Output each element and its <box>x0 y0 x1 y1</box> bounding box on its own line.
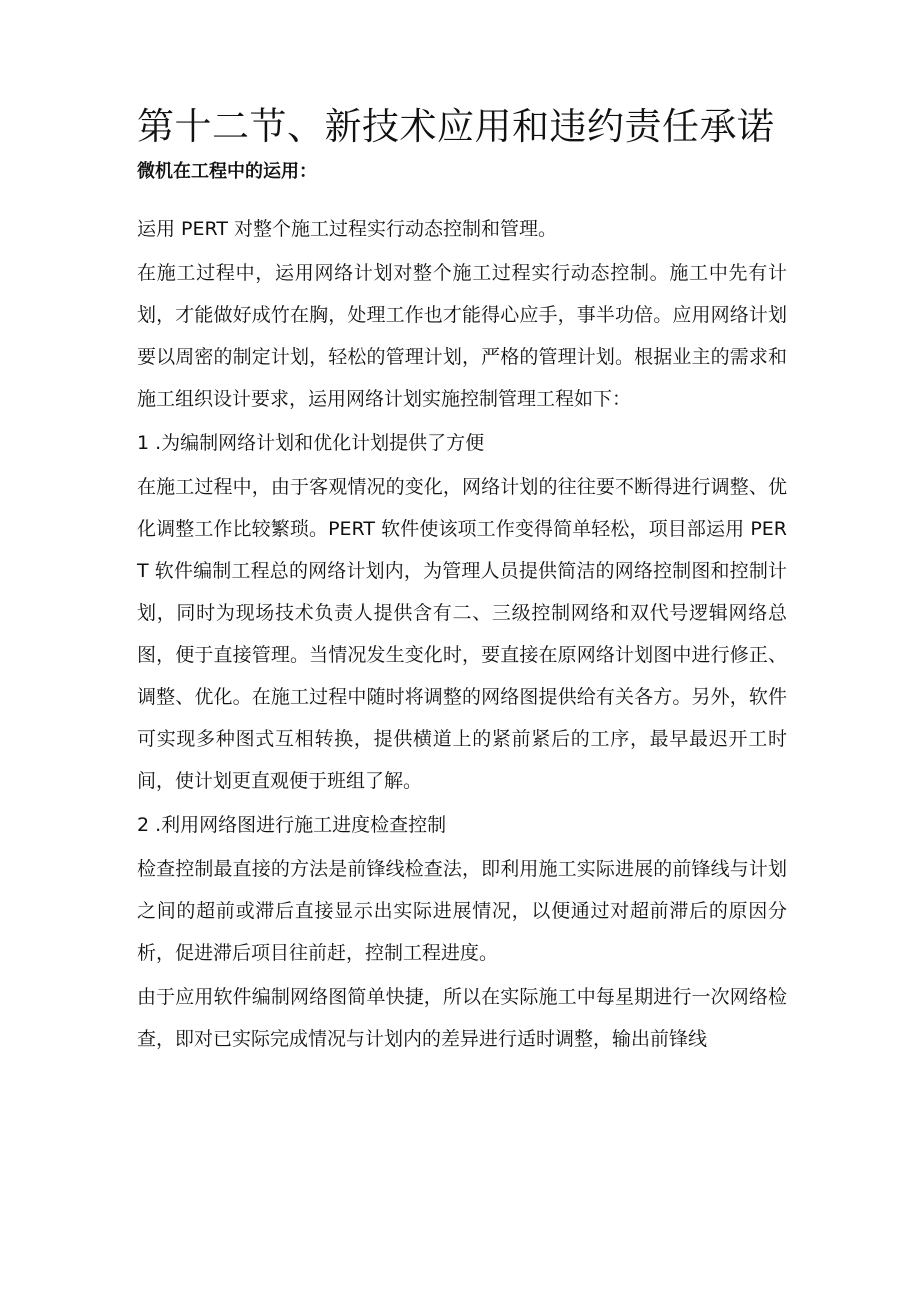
subheading: 微机在工程中的运用： <box>137 161 317 182</box>
paragraph-intro: 运用 PERT 对整个施工过程实行动态控制和管理。 <box>137 218 557 240</box>
document-body <box>137 102 787 1060</box>
section-title: 第十二节、新技术应用和违约责任承诺 <box>137 105 775 148</box>
paragraph-frontline-check: 检查控制最直接的方法是前锋线检查法，即利用施工实际进展的前锋线与计划之间的超前或滞后直接显示出实际进展情况，以便通过对超前滞后的原因分析，促进滞后项目往前赶，控制工程进度。 <box>137 858 787 964</box>
paragraph-pert-software: 在施工过程中，由于客观情况的变化，网络计划的往往要不断得进行调整、优化调整工作比较繁琐。PERT 软件使该项工作变得简单轻松，项目部运用 PERT 软件编制工程总的网络计划内，为管理人员提供简洁的网络控制图和控制计划，同时为现场技术负责人提供含有二、三级控制网络和双代号逻辑网络总图，便于直接管理。当情况发生变化时，要直接在原网络计划图中进行修正、调整、优化。在施工过程中随时将调整的网络图提供给有关各方。另外，软件可实现多种图式互相转换，提供横道上的紧前紧后的工序，最早最迟开工时间，使计划更直观便于班组了解。 <box>137 476 787 792</box>
paragraph-weekly-check: 由于应用软件编制网络图简单快捷，所以在实际施工中每星期进行一次网络检查，即对已实际完成情况与计划内的差异进行适时调整，输出前锋线 <box>137 986 787 1050</box>
numbered-heading-2: 2 .利用网络图进行施工进度检查控制 <box>137 814 447 836</box>
numbered-heading-1: 1 .为编制网络计划和优化计划提供了方便 <box>137 432 485 454</box>
paragraph-network-plan: 在施工过程中，运用网络计划对整个施工过程实行动态控制。施工中先有计划，才能做好成竹在胸，处理工作也才能得心应手，事半功倍。应用网络计划要以周密的制定计划，轻松的管理计划，严格的管理计划。根据业主的需求和施工组织设计要求，运用网络计划实施控制管理工程如下： <box>137 262 787 410</box>
